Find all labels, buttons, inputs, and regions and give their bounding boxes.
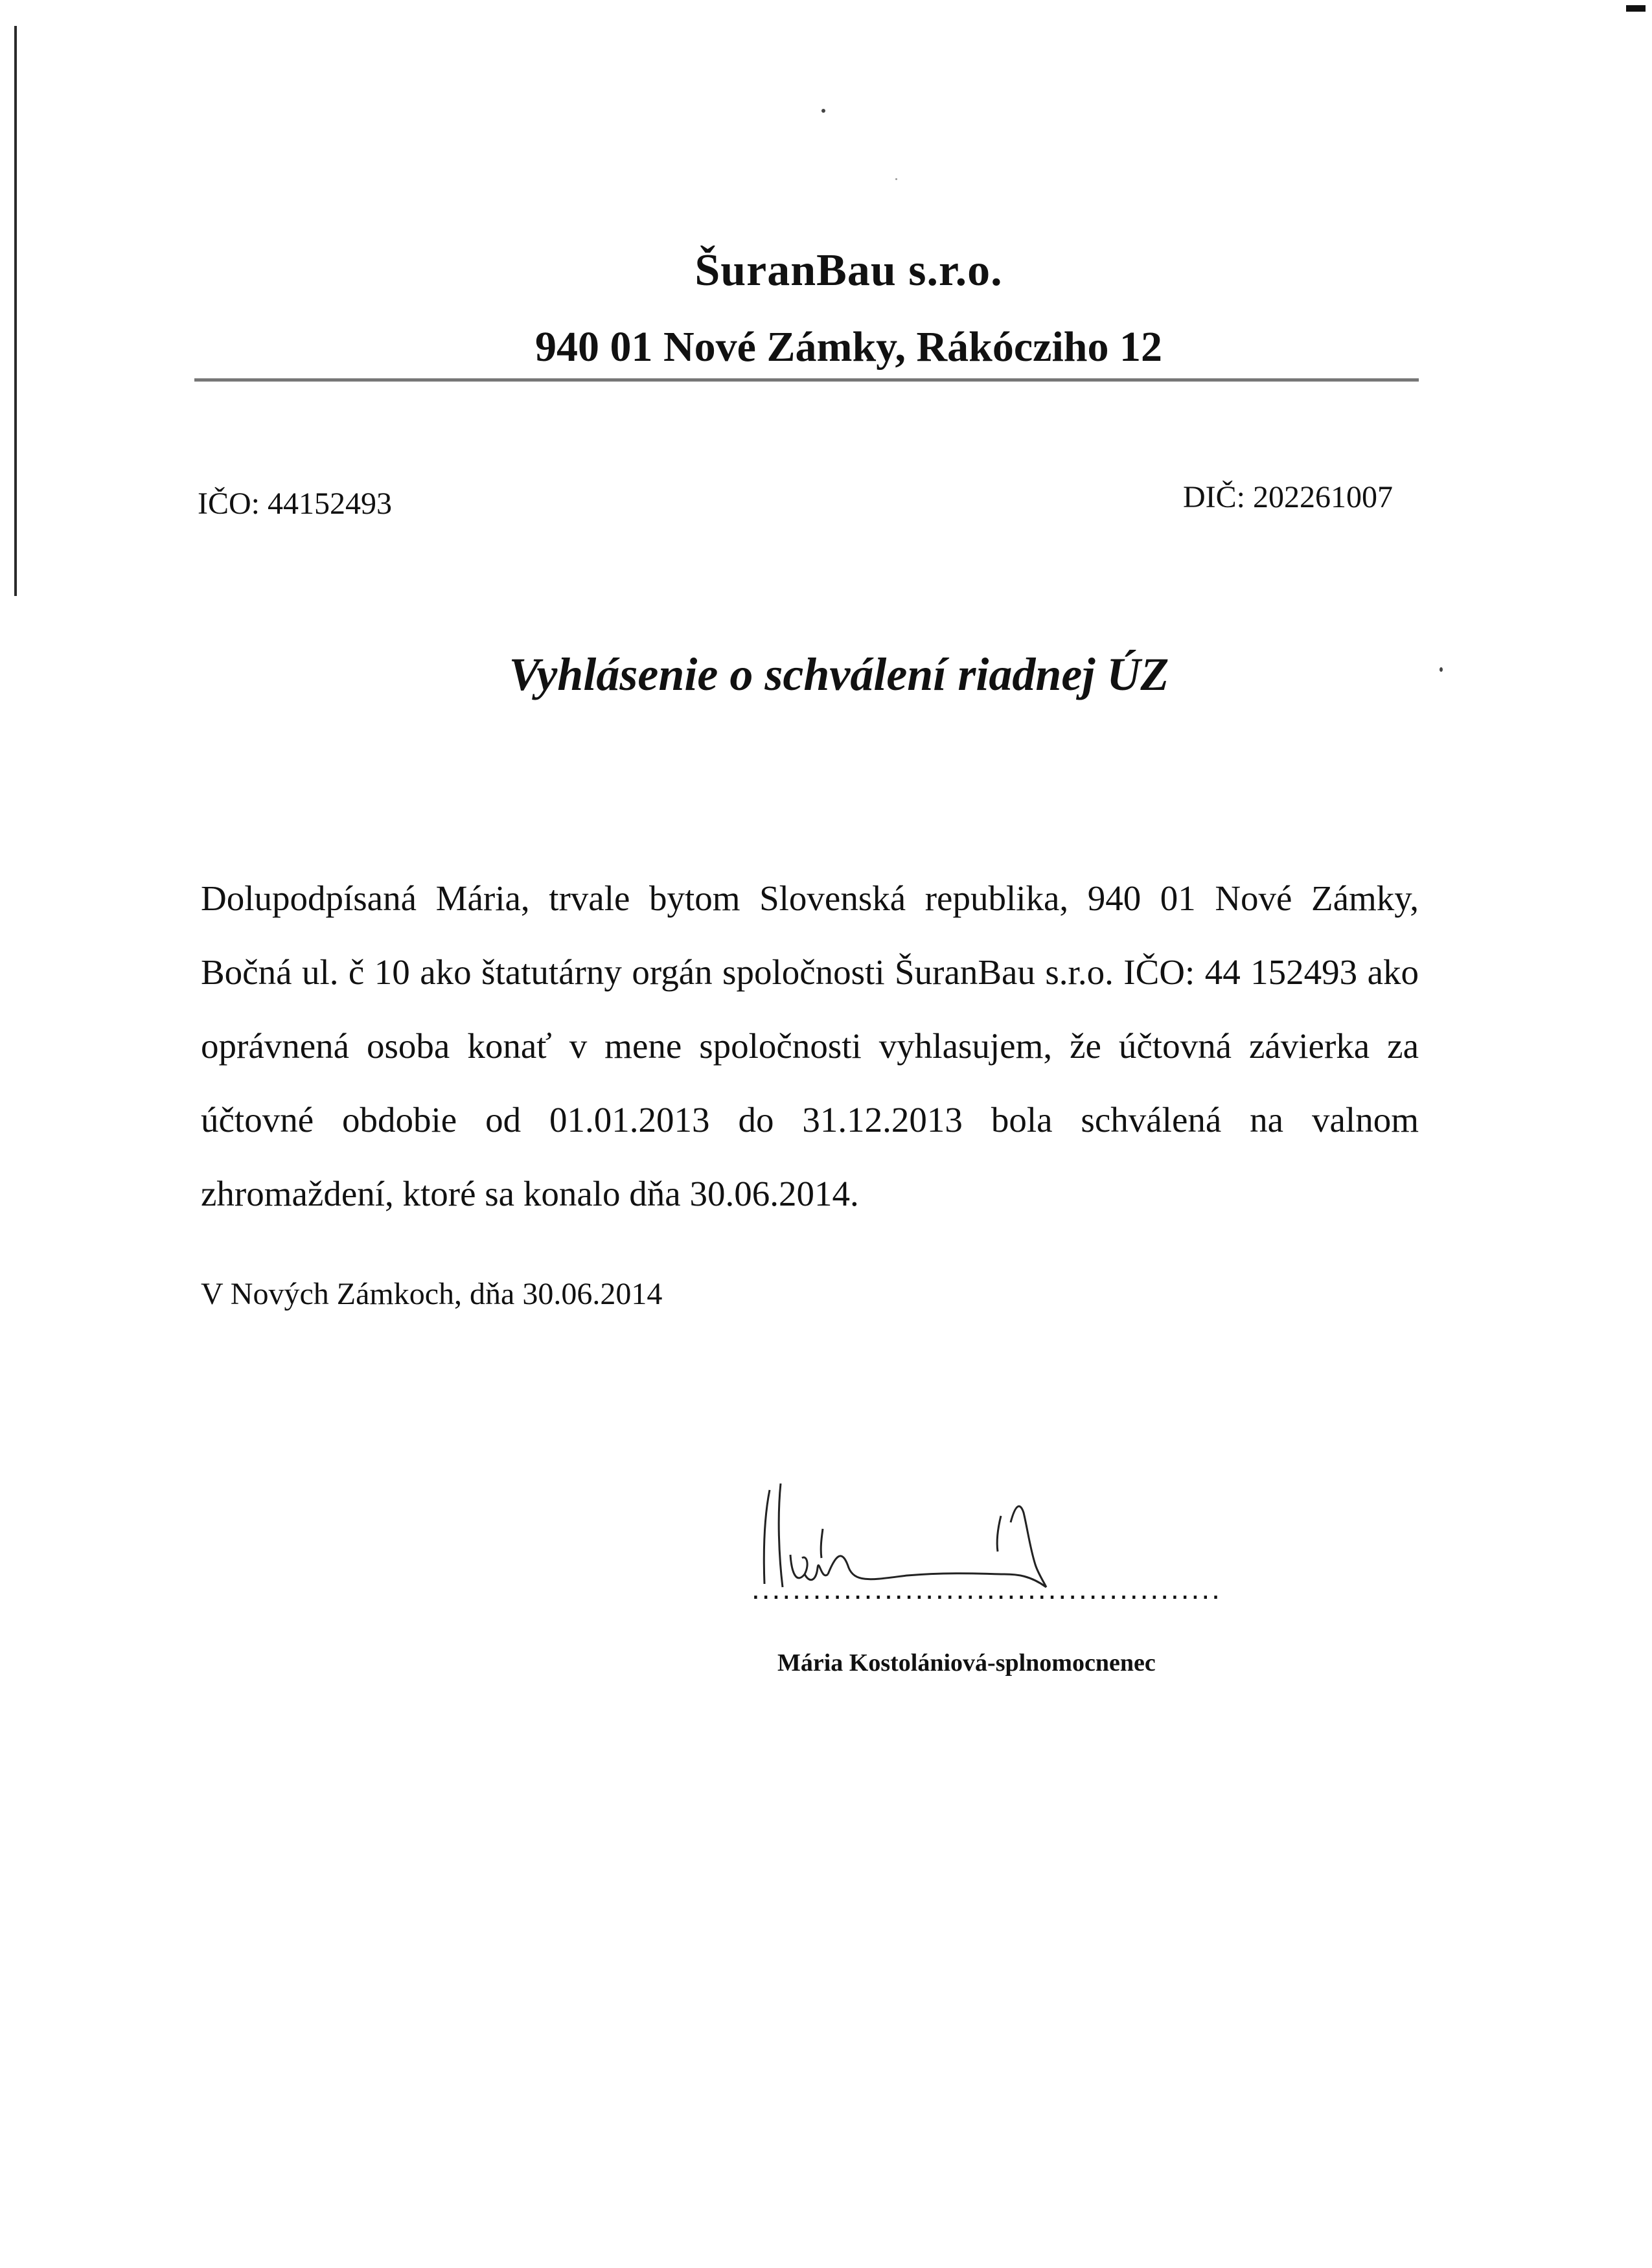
company-name: ŠuranBau s.r.o. <box>694 246 1003 295</box>
scan-corner-mark <box>1626 5 1646 12</box>
scan-speck <box>821 109 825 113</box>
declaration-body: Dolupodpísaná Mária, trvale bytom Slovenská republika, 940 01 Nové Zámky, Bočná ul. č 10 ako štatutárny orgán spoločnosti ŠuranBau s.r.o. IČO: 44 152493 ako oprávnená osoba konať v mene spoločnosti vyhlasujem, že účtovná závierka za účtovné obdobie od 01.01.2013 do 31.12.2013 bola schválená na valnom zhromaždení, ktoré sa konalo dňa 30.06.2014. <box>201 878 1419 1213</box>
header-divider <box>194 378 1419 382</box>
dic-number: DIČ: 202261007 <box>1183 480 1393 514</box>
place-and-date: V Nových Zámkoch, dňa 30.06.2014 <box>201 1277 663 1311</box>
ico-number: IČO: 44152493 <box>198 487 392 521</box>
signature-line: .............................................. <box>751 1572 1222 1605</box>
scan-speck <box>895 178 897 180</box>
company-address: 940 01 Nové Zámky, Rákócziho 12 <box>534 323 1163 371</box>
signer-name: Mária Kostolániová-splnomocnenec <box>777 1649 1156 1677</box>
scan-edge-artifact <box>14 26 17 596</box>
document-title: Vyhlásenie o schválení riadnej ÚZ <box>509 648 1169 700</box>
